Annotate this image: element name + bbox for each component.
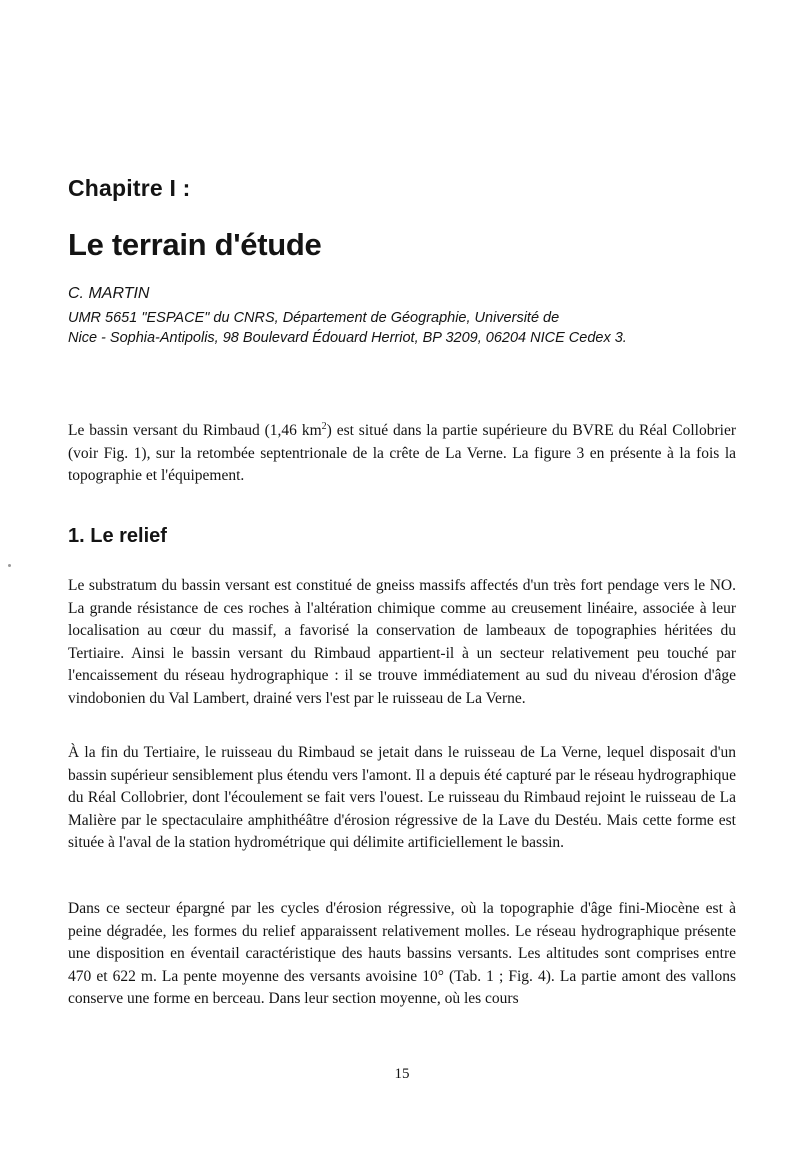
- page-number: 15: [394, 1066, 410, 1082]
- intro-paragraph-text-after-superscript: ) est situé dans la partie supérieure du BVRE du Réal Collobrier (voir Fig. 1), sur la retombée septentrionale de la crête de La Verne. La figure 3 en présente à la fois la topographie et l'équipement.: [68, 422, 736, 484]
- author-affiliation-line-2: Nice - Sophia-Antipolis, 98 Boulevard Édouard Herriot, BP 3209, 06204 NICE Cedex 3.: [68, 330, 627, 346]
- superscript-exponent: 2: [321, 420, 327, 432]
- intro-paragraph: [68, 420, 736, 488]
- section-heading-relief: 1. Le relief: [68, 525, 167, 547]
- scan-speck-artifact: [8, 564, 11, 567]
- body-paragraph-1: Le substratum du bassin versant est constitué de gneiss massifs affectés d'un très fort pendage vers le NO. La grande résistance de ces roches à l'altération chimique comme au creusement linéaire, associée à leur localisation au cœur du massif, a favorisé la conservation de lambeaux de topographies héritées du Tertiaire. Ainsi le bassin versant du Rimbaud appartient-il à un secteur relativement peu touché par l'encaissement du réseau hydrographique : il se trouve immédiatement au sud du niveau d'érosion d'âge vindobonien du Val Lambert, drainé vers l'est par le ruisseau de La Verne.: [68, 577, 736, 707]
- author-name: C. MARTIN: [68, 285, 150, 302]
- intro-paragraph-text-before-superscript: Le bassin versant du Rimbaud (1,46 km: [68, 422, 322, 439]
- body-paragraph-3: Dans ce secteur épargné par les cycles d'érosion régressive, où la topographie d'âge fini-Miocène est à peine dégradée, les formes du relief apparaissent relativement molles. Le réseau hydrographique présente une disposition en éventail caractéristique des hauts bassins versants. Les altitudes sont comprises entre 470 et 622 m. La pente moyenne des versants avoisine 10° (Tab. 1 ; Fig. 4). La partie amont des vallons conserve une forme en berceau. Dans leur section moyenne, où les cours: [68, 900, 736, 1007]
- chapter-title: Le terrain d'étude: [68, 226, 322, 262]
- author-block: [68, 284, 736, 348]
- chapter-label: Chapitre I :: [68, 175, 191, 202]
- author-affiliation-line-1: UMR 5651 "ESPACE" du CNRS, Département de Géographie, Université de: [68, 310, 560, 326]
- body-paragraph-2: À la fin du Tertiaire, le ruisseau du Rimbaud se jetait dans le ruisseau de La Verne, lequel disposait d'un bassin supérieur sensiblement plus étendu vers l'amont. Il a depuis été capturé par le réseau hydrographique du Réal Collobrier, dont l'écoulement se fait vers l'ouest. Le ruisseau du Rimbaud rejoint le ruisseau de La Malière par le spectaculaire amphithéâtre d'érosion régressive de la Lave du Destéu. Mais cette forme est située à l'aval de la station hydrométrique qui délimite artificiellement le bassin.: [68, 744, 736, 851]
